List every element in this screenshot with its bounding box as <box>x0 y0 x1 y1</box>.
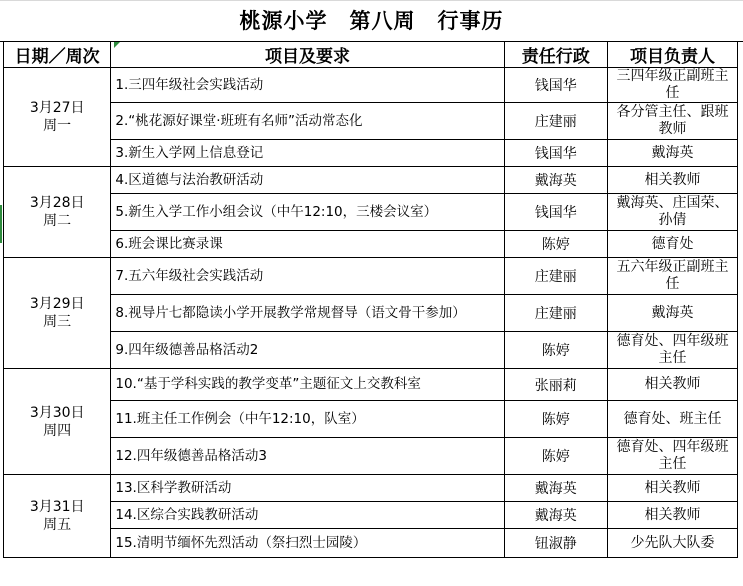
task-cell[interactable]: 15.清明节缅怀先烈活动（祭扫烈士园陵） <box>111 529 504 558</box>
admin-cell[interactable]: 庄建丽 <box>504 295 607 332</box>
schedule-table <box>3 41 738 558</box>
task-cell[interactable]: 4.区道德与法治教研活动 <box>111 167 504 194</box>
admin-cell[interactable]: 陈婷 <box>504 438 607 475</box>
task-cell[interactable]: 8.视导片七都隐读小学开展教学常规督导（语文骨干参加） <box>111 295 504 332</box>
admin-cell[interactable]: 张丽莉 <box>504 369 607 401</box>
task-cell[interactable]: 12.四年级德善品格活动3 <box>111 438 504 475</box>
task-cell[interactable]: 1.三四年级社会实践活动 <box>111 68 504 103</box>
owner-cell[interactable]: 少先队大队委 <box>607 529 737 558</box>
task-cell[interactable]: 6.班会课比赛录课 <box>111 231 504 258</box>
weekday-label: 周一 <box>43 118 72 134</box>
owner-cell[interactable]: 戴海英、庄国荣、孙倩 <box>607 194 737 231</box>
table-row <box>4 502 738 529</box>
owner-cell[interactable]: 相关教师 <box>607 502 737 529</box>
owner-cell[interactable]: 相关教师 <box>607 167 737 194</box>
owner-cell[interactable]: 各分管主任、跟班教师 <box>607 103 737 140</box>
admin-cell[interactable]: 庄建丽 <box>504 258 607 295</box>
weekday-label: 周四 <box>43 422 72 439</box>
date-cell[interactable] <box>4 475 111 558</box>
date-label: 3月31日 <box>29 499 85 515</box>
task-cell[interactable]: 11.班主任工作例会（中午12:10，队室） <box>111 401 504 438</box>
table-row <box>4 438 738 475</box>
task-cell[interactable]: 9.四年级德善品格活动2 <box>111 332 504 369</box>
admin-cell[interactable]: 陈婷 <box>504 332 607 369</box>
table-row <box>4 167 738 194</box>
table-row <box>4 529 738 558</box>
admin-cell[interactable]: 戴海英 <box>504 475 607 502</box>
cell-comment-marker <box>114 42 120 48</box>
admin-cell[interactable]: 钱国华 <box>504 140 607 167</box>
admin-cell[interactable]: 钮淑静 <box>504 529 607 558</box>
weekday-label: 周五 <box>43 517 72 533</box>
date-cell[interactable] <box>4 167 111 258</box>
header-task[interactable]: 项目及要求 <box>111 42 504 68</box>
task-cell[interactable]: 5.新生入学工作小组会议（中午12:10，三楼会议室） <box>111 194 504 231</box>
admin-cell[interactable]: 庄建丽 <box>504 103 607 140</box>
owner-cell[interactable]: 相关教师 <box>607 475 737 502</box>
admin-cell[interactable]: 陈婷 <box>504 231 607 258</box>
owner-cell[interactable]: 五六年级正副班主任 <box>607 258 737 295</box>
header-date[interactable]: 日期／周次 <box>4 42 111 68</box>
table-row <box>4 103 738 140</box>
table-row <box>4 475 738 502</box>
table-row <box>4 369 738 401</box>
header-admin[interactable]: 责任行政 <box>504 42 607 68</box>
task-cell[interactable]: 14.区综合实践教研活动 <box>111 502 504 529</box>
page-title: 桃源小学 第八周 行事历 <box>239 9 504 33</box>
owner-cell[interactable]: 德育处、班主任 <box>607 401 737 438</box>
table-row <box>4 140 738 167</box>
owner-cell[interactable]: 戴海英 <box>607 295 737 332</box>
table-row <box>4 231 738 258</box>
task-cell[interactable]: 13.区科学教研活动 <box>111 475 504 502</box>
owner-cell[interactable]: 相关教师 <box>607 369 737 401</box>
schedule-body <box>4 68 738 558</box>
date-cell[interactable] <box>4 258 111 369</box>
table-row <box>4 68 738 103</box>
task-cell[interactable]: 7.五六年级社会实践活动 <box>111 258 504 295</box>
owner-cell[interactable]: 三四年级正副班主任 <box>607 68 737 103</box>
selection-indicator <box>0 205 2 243</box>
table-row <box>4 332 738 369</box>
admin-cell[interactable]: 陈婷 <box>504 401 607 438</box>
task-cell[interactable]: 2.“桃花源好课堂·班班有名师”活动常态化 <box>111 103 504 140</box>
admin-cell[interactable]: 钱国华 <box>504 194 607 231</box>
date-label: 3月29日 <box>29 296 85 312</box>
header-owner[interactable]: 项目负责人 <box>607 42 737 68</box>
date-label: 3月28日 <box>29 195 85 211</box>
date-cell[interactable] <box>4 68 111 167</box>
title-row[interactable] <box>0 0 743 42</box>
weekday-label: 周三 <box>43 314 72 330</box>
table-row <box>4 295 738 332</box>
task-cell[interactable]: 3.新生入学网上信息登记 <box>111 140 504 167</box>
table-row <box>4 258 738 295</box>
owner-cell[interactable]: 德育处 <box>607 231 737 258</box>
owner-cell[interactable]: 德育处、四年级班主任 <box>607 438 737 475</box>
owner-cell[interactable]: 戴海英 <box>607 140 737 167</box>
table-row <box>4 194 738 231</box>
table-row <box>4 401 738 438</box>
date-label: 3月30日 <box>29 404 85 421</box>
owner-cell[interactable]: 德育处、四年级班主任 <box>607 332 737 369</box>
date-label: 3月27日 <box>29 100 85 116</box>
date-cell[interactable] <box>4 369 111 475</box>
admin-cell[interactable]: 钱国华 <box>504 68 607 103</box>
admin-cell[interactable]: 戴海英 <box>504 502 607 529</box>
admin-cell[interactable]: 戴海英 <box>504 167 607 194</box>
weekday-label: 周二 <box>43 213 72 229</box>
task-cell[interactable]: 10.“基于学科实践的教学变革”主题征文上交教科室 <box>111 369 504 401</box>
